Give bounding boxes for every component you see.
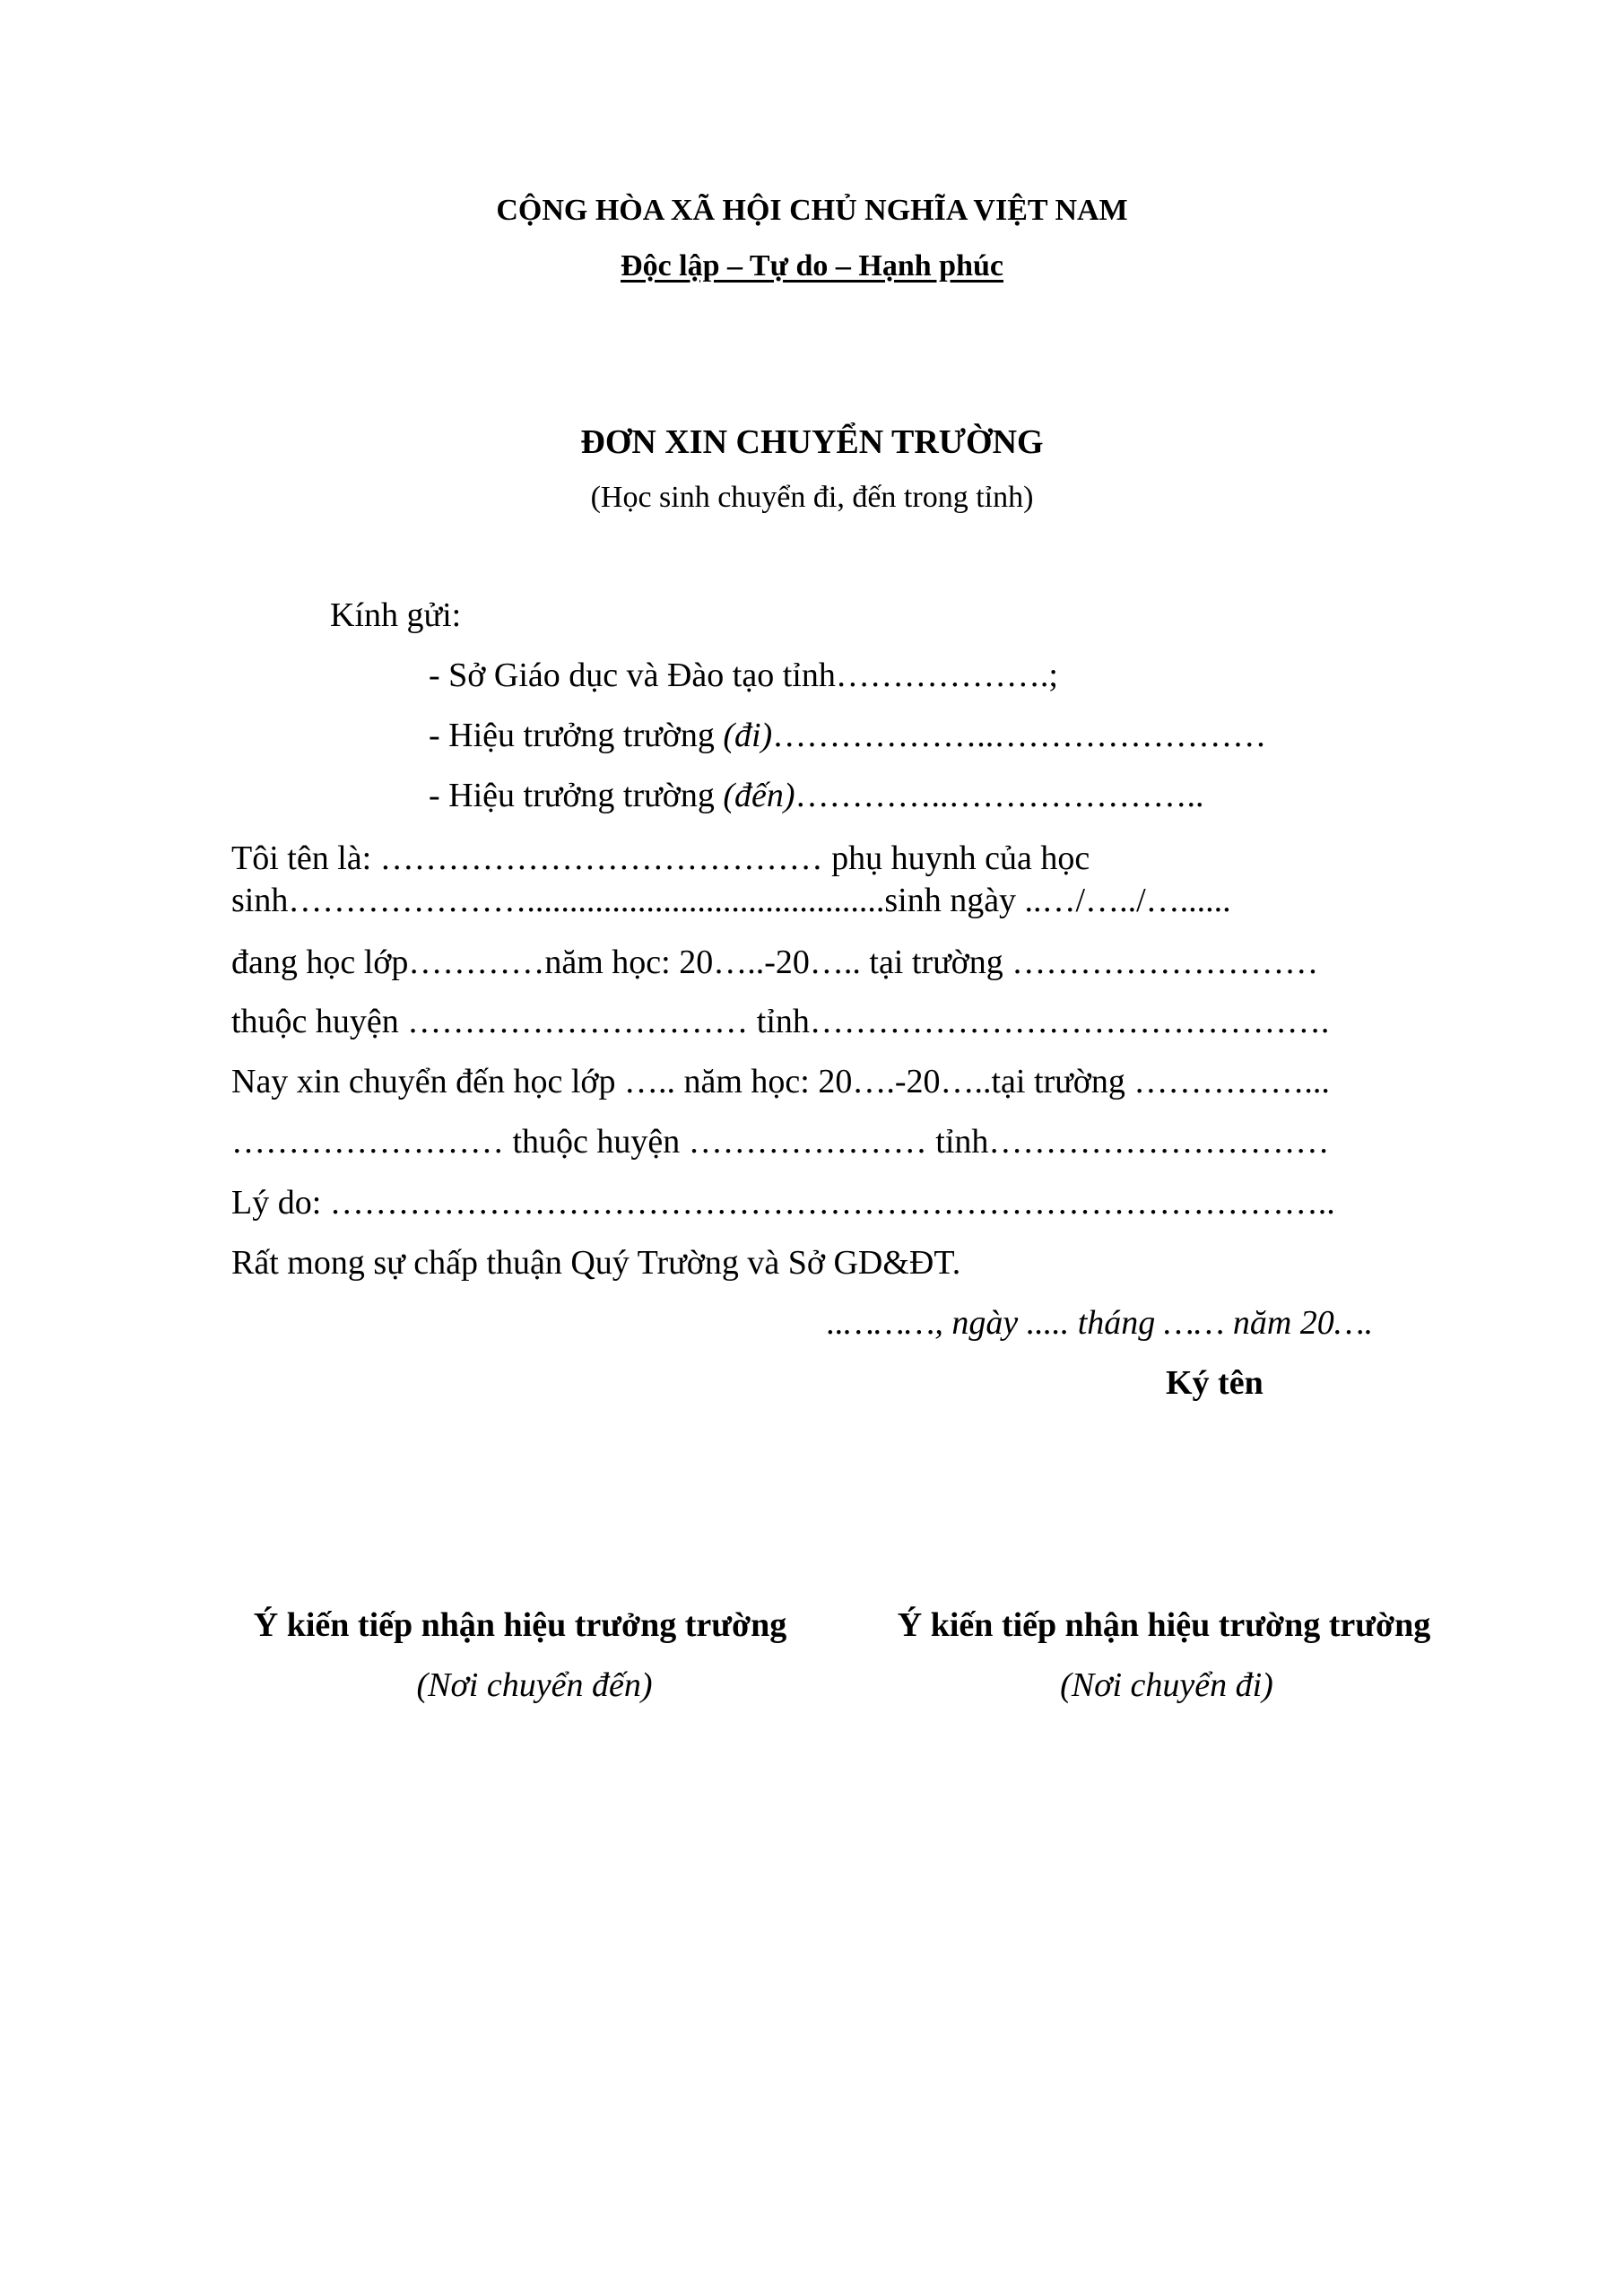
recipient-fill[interactable]: …………..………………….. [795,777,1204,814]
body-line-target-class[interactable]: Nay xin chuyển đến học lớp ….. năm học: 20….-20…..tại trường ……………... [231,1063,1330,1100]
recipient-qualifier: (đến) [723,777,795,814]
date-line[interactable]: ..………, ngày ..... tháng …… năm 20…. [827,1304,1374,1342]
form-title: ĐƠN XIN CHUYỂN TRƯỜNG [580,423,1044,461]
body-line-target-district[interactable]: …………………… thuộc huyện ………………… tỉnh………………………… [231,1123,1330,1161]
approval-title-origin: Ý kiến tiếp nhận hiệu trường trường [897,1606,1431,1644]
recipient-fill[interactable]: ……………….; [835,657,1058,694]
form-subtitle: (Học sinh chuyển đi, đến trong tỉnh) [590,481,1034,514]
recipient-item [429,718,1266,752]
approval-note-origin: (Nơi chuyển đi) [1060,1666,1273,1704]
national-title: CỘNG HÒA XÃ HỘI CHỦ NGHĨA VIỆT NAM [496,194,1128,227]
recipient-prefix: - Sở Giáo dục và Đào tạo tỉnh [429,657,836,694]
body-line-current-district[interactable]: thuộc huyện ………………………… tỉnh………………………………………. [231,1003,1330,1040]
recipient-item [429,658,1058,692]
national-motto [0,251,1624,282]
approval-note-destination: (Nơi chuyển đến) [416,1666,653,1704]
recipient-qualifier: (đi) [723,717,773,754]
recipient-fill[interactable]: ………………..…………………… [772,717,1267,754]
recipients-label: Kính gửi: [330,596,462,634]
body-line-parent-name[interactable]: Tôi tên là: ………………………………… phụ huynh của học [231,839,1090,877]
approval-title-destination: Ý kiến tiếp nhận hiệu trưởng trường [253,1606,787,1644]
signature-label: Ký tên [1166,1364,1264,1402]
motto-text: Độc lập – Tự do – Hạnh phúc [621,249,1003,283]
body-line-closing: Rất mong sự chấp thuận Quý Trường và Sở GD&ĐT. [231,1244,961,1282]
recipient-prefix: - Hiệu trưởng trường [429,717,724,754]
body-line-student-name[interactable]: sinh…………………..........................................sinh ngày ..…/…../…...... [231,882,1231,919]
recipient-prefix: - Hiệu trưởng trường [429,777,724,814]
body-line-reason[interactable]: Lý do: …………………………………………………………………………….. [231,1184,1335,1222]
recipient-item [429,778,1204,813]
body-line-current-class[interactable]: đang học lớp…………năm học: 20…..-20….. tại trường ……………………… [231,944,1319,981]
